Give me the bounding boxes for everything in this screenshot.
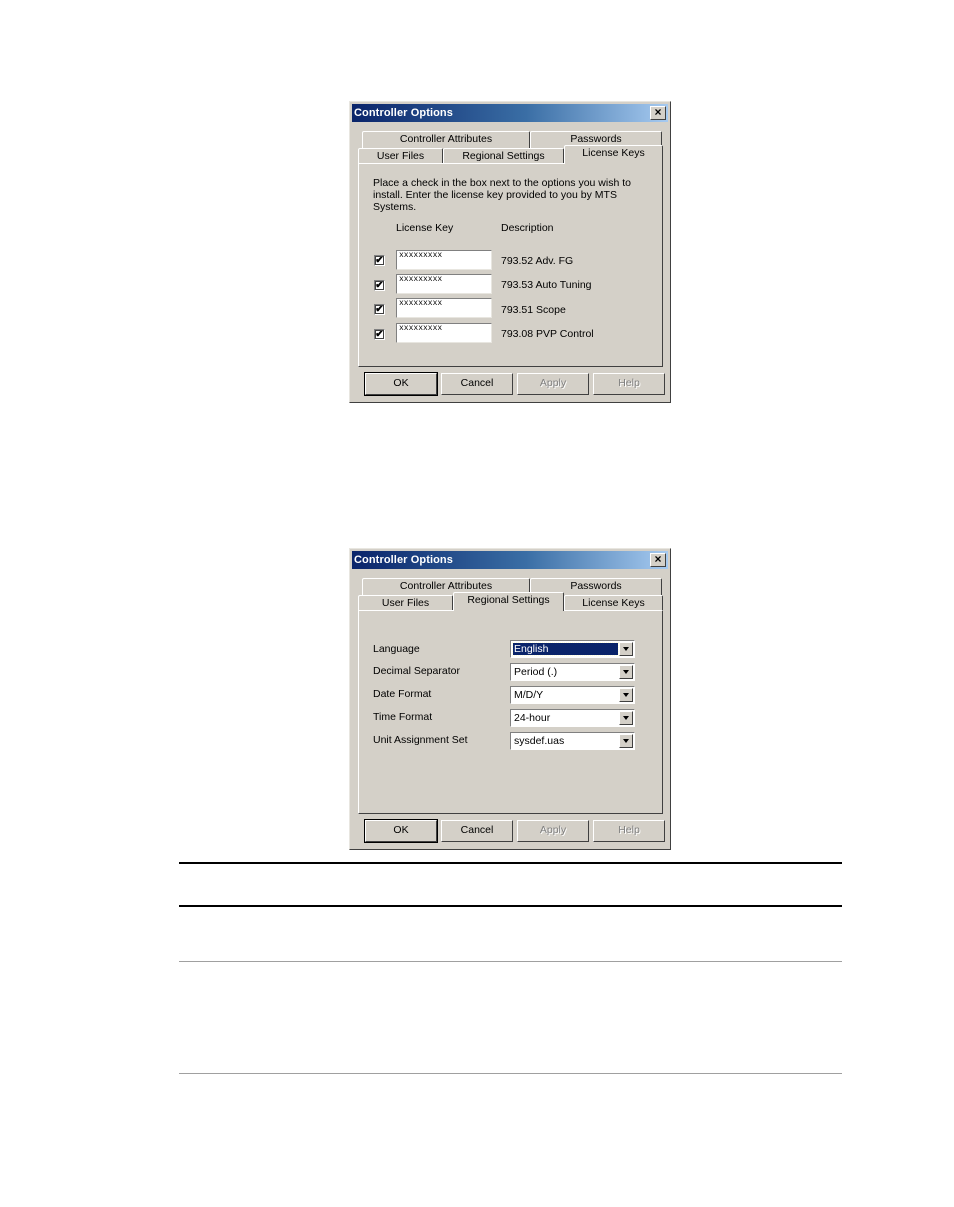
chevron-down-icon[interactable] [619,665,633,679]
tab-regional-settings[interactable]: Regional Settings [453,592,564,611]
setting-label-date-format: Date Format [373,688,432,700]
controller-options-dialog-regional-settings [349,548,671,850]
tab-license-keys[interactable]: License Keys [564,145,663,164]
close-button[interactable] [650,106,666,120]
date-format-dropdown[interactable] [510,686,635,704]
license-description: 793.52 Adv. FG [501,255,574,267]
chevron-down-icon[interactable] [619,734,633,748]
tab-regional-settings[interactable]: Regional Settings [443,148,564,165]
license-checkbox-auto-tuning[interactable]: ✔ [375,280,384,291]
tab-controller-attributes[interactable]: Controller Attributes [362,578,530,595]
chevron-down-icon[interactable] [619,688,633,702]
title-bar[interactable] [352,104,668,122]
tab-user-files[interactable]: User Files [358,148,443,165]
setting-label-time-format: Time Format [373,711,433,723]
license-checkbox-adv-fg[interactable]: ✔ [375,255,384,266]
license-description: 793.51 Scope [501,304,566,316]
apply-button[interactable]: Apply [517,373,589,395]
column-header-license-key: License Key [396,222,454,234]
tab-passwords[interactable]: Passwords [530,131,662,148]
decimal-separator-value: Period (.) [514,666,558,678]
setting-label-language: Language [373,643,420,655]
controller-options-dialog-license-keys [349,101,671,403]
date-format-value: M/D/Y [514,689,544,701]
decimal-separator-dropdown[interactable] [510,663,635,681]
close-icon: × [654,552,662,566]
cancel-button[interactable]: Cancel [441,820,513,842]
close-button[interactable] [650,553,666,567]
tab-license-keys[interactable]: License Keys [564,595,663,612]
ok-button[interactable]: OK [365,373,437,395]
license-key-input-pvp-control[interactable]: xxxxxxxxx [396,323,492,343]
tab-user-files[interactable]: User Files [358,595,453,612]
instructions-text: Place a check in the box next to the options you wish to install. Enter the license key provided to you by MTS Systems. [373,177,631,213]
setting-label-unit-assignment-set: Unit Assignment Set [373,734,468,746]
time-format-value: 24-hour [514,712,551,724]
chevron-down-icon[interactable] [619,642,633,656]
table-row-divider [179,961,842,962]
column-header-description: Description [501,222,554,234]
license-description: 793.53 Auto Tuning [501,279,592,291]
dialog-title: Controller Options [354,554,453,566]
table-row-divider [179,1073,842,1074]
license-checkbox-pvp-control[interactable]: ✔ [375,329,384,340]
regional-settings-panel [358,610,663,814]
table-top-rule [179,862,842,864]
tab-passwords[interactable]: Passwords [530,578,662,595]
unit-assignment-set-dropdown[interactable] [510,732,635,750]
apply-button[interactable]: Apply [517,820,589,842]
help-button[interactable]: Help [593,820,665,842]
license-keys-panel [358,163,663,367]
chevron-down-icon[interactable] [619,711,633,725]
language-value: English [513,643,618,655]
help-button[interactable]: Help [593,373,665,395]
license-checkbox-scope[interactable]: ✔ [375,304,384,315]
cancel-button[interactable]: Cancel [441,373,513,395]
dialog-title: Controller Options [354,107,453,119]
time-format-dropdown[interactable] [510,709,635,727]
license-key-input-adv-fg[interactable]: xxxxxxxxx [396,250,492,270]
license-description: 793.08 PVP Control [501,328,594,340]
ok-button[interactable]: OK [365,820,437,842]
tab-controller-attributes[interactable]: Controller Attributes [362,131,530,148]
setting-label-decimal-separator: Decimal Separator [373,665,460,677]
close-icon: × [654,105,662,119]
license-key-input-auto-tuning[interactable]: xxxxxxxxx [396,274,492,294]
table-header-rule [179,905,842,907]
language-dropdown[interactable] [510,640,635,658]
title-bar[interactable] [352,551,668,569]
unit-assignment-set-value: sysdef.uas [514,735,565,747]
license-key-input-scope[interactable]: xxxxxxxxx [396,298,492,318]
